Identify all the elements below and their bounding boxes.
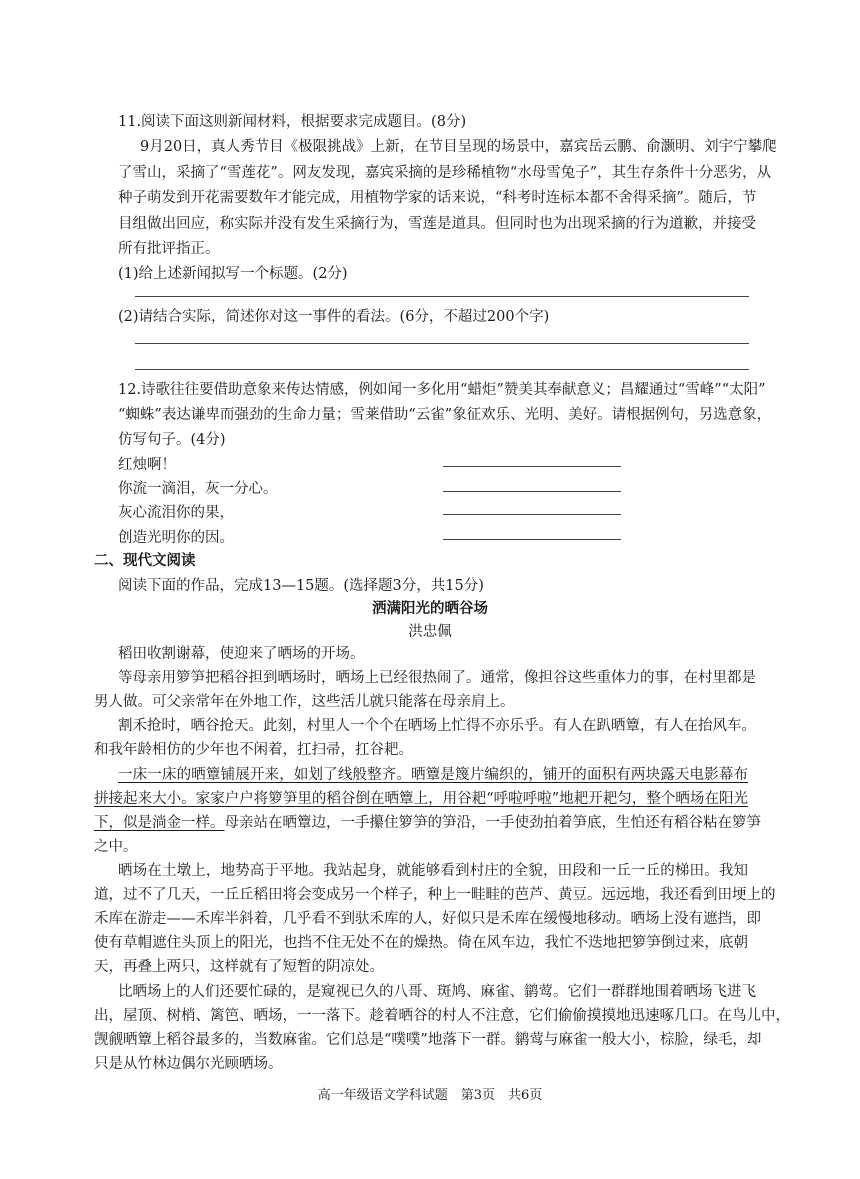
paragraph-fragment: 母亲站在晒簟边，一手攥住箩笋的笋沿，一手使劲拍着笋底，生怕还有稻谷粘在箩笋 [224, 815, 761, 831]
q11-news-line: 所有批评指正。 [118, 241, 220, 257]
poem-line: 红烛啊！ [118, 457, 176, 473]
poem-line: 灰心流泪你的果， [118, 505, 234, 521]
underlined-line: 一床一床的晒簟铺展开来，如划了线般整齐。晒簟是篾片编织的，铺开的面积有两块露天电影幕布 [118, 767, 748, 783]
section-heading: 二、现代文阅读 [94, 553, 196, 569]
q11-news-line: 了雪山，采摘了“雪莲花”。网友发现，嘉宾采摘的是珍稀植物“水母雪兔子”，其生存条件十分恶劣，从 [118, 165, 772, 181]
answer-line[interactable] [135, 343, 749, 344]
q12-text-line: 12.诗歌往往要借助意象来传达情感，例如闻一多化用“蜡炬”赞美其奉献意义；昌耀通过“雪峰”“太阳” [118, 382, 766, 398]
paragraph-line: 和我年龄相仿的少年也不闲着，扛扫帚，扛谷耙。 [94, 742, 413, 758]
paragraph-line: 等母亲用箩笋把稻谷担到晒场时，晒场上已经很热闹了。通常，像担谷这些重体力的事，在村里都是 [118, 670, 756, 686]
q12-text-line: “蜘蛛”表达谦卑而强劲的生命力量；雪莱借助“云雀”象征欢乐、光明、美好。请根据例句，另选意象， [118, 407, 772, 423]
poem-blank[interactable] [443, 514, 621, 515]
answer-line[interactable] [135, 296, 749, 297]
paragraph-line: 觊觎晒簟上稻谷最多的，当数麻雀。它们总是“噗噗”地落下一群。鹟莺与麻雀一般大小，棕脸，绿毛，却 [94, 1032, 762, 1048]
underlined-line: 拼接起来大小。家家户户将箩笋里的稻谷倒在晒簟上，用谷耙“呼啦呼啦”地耙开耙匀，整个晒场在阳光 [94, 791, 748, 807]
paragraph-line: 之中。 [94, 839, 138, 855]
paragraph-line: 男人做。可父亲常年在外地工作，这些活儿就只能落在母亲肩上。 [94, 694, 515, 710]
paragraph-line: 只是从竹林边偶尔光顾晒场。 [94, 1056, 283, 1072]
article-author: 洪忠佩 [408, 624, 452, 640]
answer-line[interactable] [135, 369, 749, 370]
q11-sub1: (1)给上述新闻拟写一个标题。(2分) [118, 266, 348, 282]
underlined-fragment: 下，似是淌金一样。 [94, 815, 225, 831]
paragraph-line: 晒场在土墩上，地势高于平地。我站起身，就能够看到村庄的全貌，田段和一丘一丘的梯田。我知 [118, 863, 748, 879]
paragraph-line: 使有草帽遮住头顶上的阳光，也挡不住无处不在的燥热。倚在风车边，我忙不迭地把箩笋倒过来，底朝 [94, 935, 748, 951]
reading-instruction: 阅读下面的作品，完成13—15题。(选择题3分，共15分) [118, 578, 484, 594]
poem-blank[interactable] [443, 539, 621, 540]
q11-heading: 11.阅读下面这则新闻材料，根据要求完成题目。(8分) [118, 114, 467, 130]
paragraph-line: 比晒场上的人们还要忙碌的，是窥视已久的八哥、斑鸠、麻雀、鹟莺。它们一群群地围着晒场飞进飞 [118, 984, 756, 1000]
paragraph-line: 稻田收割谢幕，使迎来了晒场的开场。 [118, 646, 365, 662]
paragraph-line: 割禾抢时，晒谷抢天。此刻，村里人一个个在晒场上忙得不亦乐乎。有人在趴晒簟，有人在抬风车。 [118, 718, 756, 734]
q11-sub2: (2)请结合实际，简述你对这一事件的看法。(6分，不超过200个字) [118, 309, 550, 325]
q12-text-line: 仿写句子。(4分) [118, 432, 226, 448]
q11-news-line: 9月20日，真人秀节目《极限挑战》上新，在节目呈现的场景中，嘉宾岳云鹏、俞灏明、刘宇宁攀爬 [140, 139, 777, 155]
paragraph-line: 出，屋顶、树梢、篱笆、晒场，一一落下。趁着晒谷的村人不注意，它们偷偷摸摸地迅速啄几口。在鸟儿中， [94, 1008, 790, 1024]
poem-blank[interactable] [443, 466, 621, 467]
poem-line: 创造光明你的因。 [118, 530, 234, 546]
paragraph-line: 禾库在游走——禾库半斜着，几乎看不到驮禾库的人，好似只是禾库在缓慢地移动。晒场上没有遮挡，即 [94, 911, 761, 927]
paragraph-line: 道，过不了几天，一丘丘稻田将会变成另一个样子，种上一畦畦的芭芦、黄豆。远远地，我还看到田埂上的 [94, 887, 776, 903]
article-title: 洒满阳光的晒谷场 [372, 601, 488, 617]
q11-news-line: 目组做出回应，称实际并没有发生采摘行为，雪莲是道具。但同时也为出现采摘的行为道歉，并接受 [118, 216, 756, 232]
paragraph-line: 天，再叠上两只，这样就有了短暂的阴凉处。 [94, 959, 384, 975]
page-footer: 高一年级语文学科试题 第3页 共6页 [317, 1088, 543, 1103]
q11-news-line: 种子萌发到开花需要数年才能完成，用植物学家的话来说，“科考时连标本都不舍得采摘”。随后，节 [118, 190, 757, 206]
poem-line: 你流一滴泪，灰一分心。 [118, 481, 278, 497]
poem-blank[interactable] [443, 491, 621, 492]
paragraph-line [94, 811, 761, 832]
